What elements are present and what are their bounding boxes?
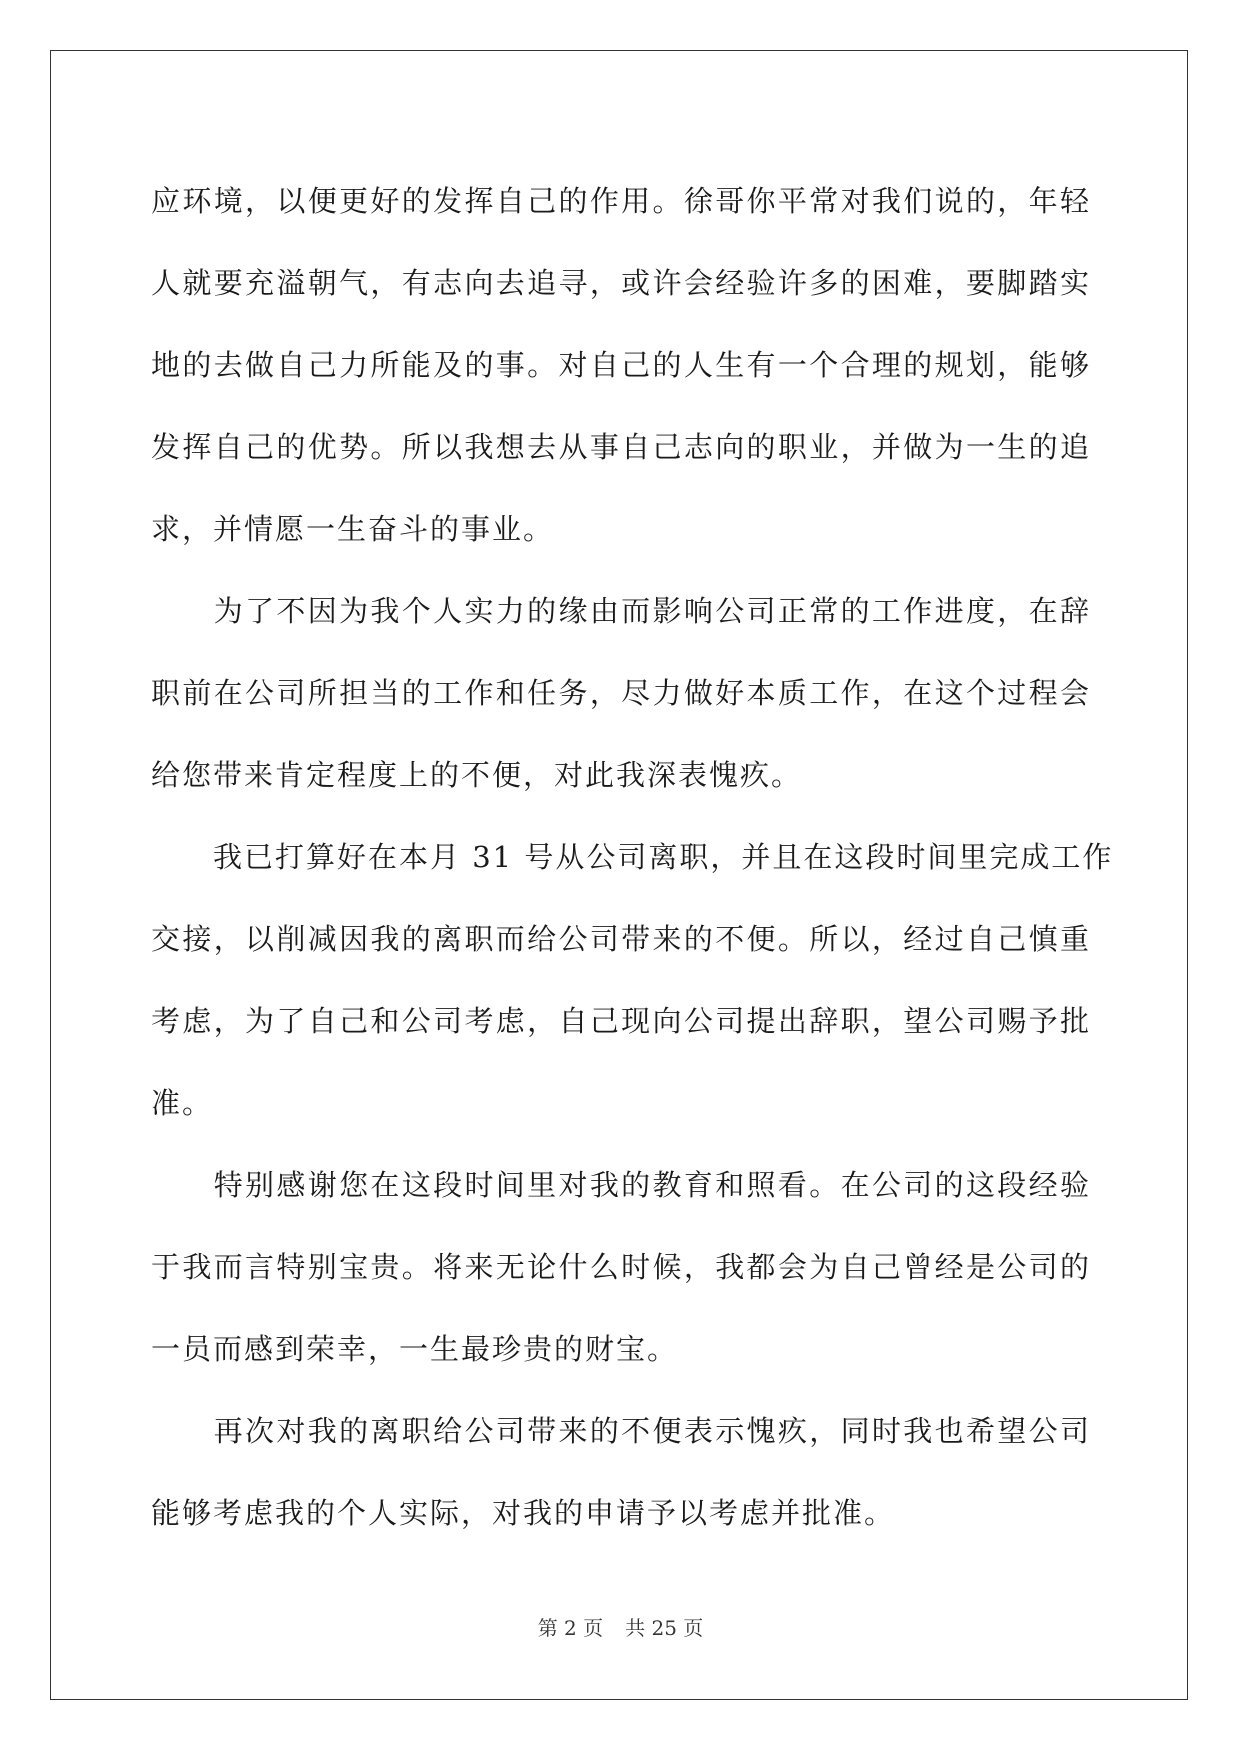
document-body (151, 160, 1114, 1554)
text-line: 于我而言特别宝贵。将来无论什么时候，我都会为自己曾经是公司的 (151, 1250, 1091, 1284)
text-line: 一员而感到荣幸，一生最珍贵的财宝。 (151, 1332, 679, 1366)
text-line: 为了不因为我个人实力的缘由而影响公司正常的工作进度，在辞 (151, 594, 1091, 628)
paragraph-3 (151, 816, 1114, 1144)
text-line: 应环境，以便更好的发挥自己的作用。徐哥你平常对我们说的，年轻 (151, 184, 1091, 218)
text-line: 能够考虑我的个人实际，对我的申请予以考虑并批准。 (151, 1496, 896, 1530)
text-line: 地的去做自己力所能及的事。对自己的人生有一个合理的规划，能够 (151, 348, 1091, 382)
text-line: 发挥自己的优势。所以我想去从事自己志向的职业，并做为一生的追 (151, 430, 1091, 464)
paragraph-4 (151, 1144, 1091, 1390)
text-line: 给您带来肯定程度上的不便，对此我深表愧疚。 (151, 758, 803, 792)
paragraph-5 (151, 1390, 1091, 1554)
text-line: 再次对我的离职给公司带来的不便表示愧疚，同时我也希望公司 (151, 1414, 1091, 1448)
page-number: 第 2 页 (537, 1616, 604, 1640)
paragraph-1 (151, 160, 1091, 570)
text-line: 我已打算好在本月 31 号从公司离职，并且在这段时间里完成工作 (151, 840, 1114, 874)
text-line: 人就要充溢朝气，有志向去追寻，或许会经验许多的困难，要脚踏实 (151, 266, 1091, 300)
text-line: 特别感谢您在这段时间里对我的教育和照看。在公司的这段经验 (151, 1168, 1091, 1202)
total-pages: 共 25 页 (625, 1616, 704, 1640)
text-line: 准。 (151, 1086, 214, 1120)
text-line: 求，并情愿一生奋斗的事业。 (151, 512, 555, 546)
page-footer (0, 1612, 1241, 1641)
text-line: 考虑，为了自己和公司考虑，自己现向公司提出辞职，望公司赐予批 (151, 1004, 1091, 1038)
text-line: 交接，以削减因我的离职而给公司带来的不便。所以，经过自己慎重 (151, 922, 1091, 956)
text-line: 职前在公司所担当的工作和任务，尽力做好本质工作，在这个过程会 (151, 676, 1091, 710)
paragraph-2 (151, 570, 1091, 816)
